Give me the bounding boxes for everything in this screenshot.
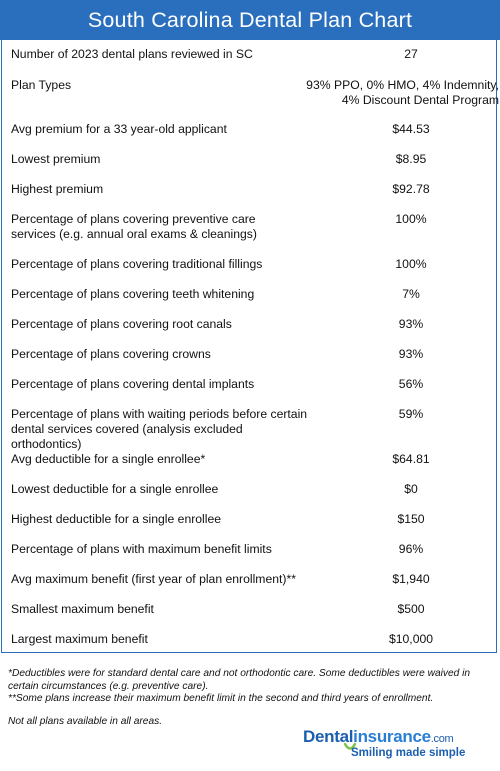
row-value: 27 <box>404 47 418 61</box>
footnotes <box>8 668 494 728</box>
row-value: $0 <box>404 482 418 496</box>
row-value: 7% <box>402 287 420 301</box>
row-label: Percentage of plans covering preventive care services (e.g. annual oral exams & cleanings) <box>11 212 257 241</box>
row-label: Plan Types <box>11 78 72 92</box>
row-value: $150 <box>397 512 425 526</box>
row-value: $1,940 <box>392 572 430 586</box>
logo-wordmark <box>303 727 453 747</box>
row-label: Percentage of plans with maximum benefit limits <box>11 542 272 556</box>
row-label: Avg deductible for a single enrollee* <box>11 452 206 466</box>
row-value: 93% PPO, 0% HMO, 4% Indemnity, 4% Discount Dental Program <box>306 78 499 107</box>
row-label: Number of 2023 dental plans reviewed in SC <box>11 47 253 61</box>
logo-insurance: insurance <box>353 727 431 746</box>
dentalinsurance-logo <box>303 727 488 763</box>
row-value: 100% <box>395 212 427 226</box>
row-value: $44.53 <box>392 122 430 136</box>
row-value: 96% <box>398 542 424 556</box>
row-label: Lowest premium <box>11 152 101 166</box>
row-value: $500 <box>397 602 425 616</box>
row-label: Lowest deductible for a single enrollee <box>11 482 219 496</box>
row-label: Avg maximum benefit (first year of plan enrollment)** <box>11 572 296 586</box>
row-label: Percentage of plans covering teeth whitening <box>11 287 255 301</box>
row-value: 56% <box>398 377 424 391</box>
row-label: Percentage of plans covering traditional fillings <box>11 257 263 271</box>
row-value: 100% <box>395 257 427 271</box>
logo-dental: Dental <box>303 727 354 746</box>
row-label: Percentage of plans covering crowns <box>11 347 211 361</box>
row-label: Largest maximum benefit <box>11 632 148 646</box>
row-label: Avg premium for a 33 year-old applicant <box>11 122 227 136</box>
row-label: Highest deductible for a single enrollee <box>11 512 222 526</box>
logo-tagline: Smiling made simple <box>351 747 466 759</box>
row-label: Percentage of plans with waiting periods before certain dental services covered (analysis excluded orthodontics) <box>11 407 308 451</box>
row-label: Smallest maximum benefit <box>11 602 154 616</box>
row-value: 93% <box>398 347 424 361</box>
row-label: Percentage of plans covering dental implants <box>11 377 255 391</box>
page-title: South Carolina Dental Plan Chart <box>87 7 413 32</box>
chart-title-bar <box>0 0 500 40</box>
row-value: $64.81 <box>392 452 430 466</box>
row-label: Percentage of plans covering root canals <box>11 317 232 331</box>
row-value: $92.78 <box>392 182 430 196</box>
footnote-availability: Not all plans available in all areas. <box>8 715 163 727</box>
row-value: 93% <box>398 317 424 331</box>
row-value: $8.95 <box>395 152 427 166</box>
footnote-maximums: **Some plans increase their maximum benefit limit in the second and third years of enrollment. <box>8 693 434 704</box>
row-value: 59% <box>398 407 424 421</box>
logo-tld: .com <box>430 733 454 745</box>
footnote-deductibles: *Deductibles were for standard dental care and not orthodontic care. Some deductibles were waived in certain circumstances (e.g. preventive care). <box>8 668 471 692</box>
row-value: $10,000 <box>388 632 434 646</box>
row-label: Highest premium <box>11 182 104 196</box>
